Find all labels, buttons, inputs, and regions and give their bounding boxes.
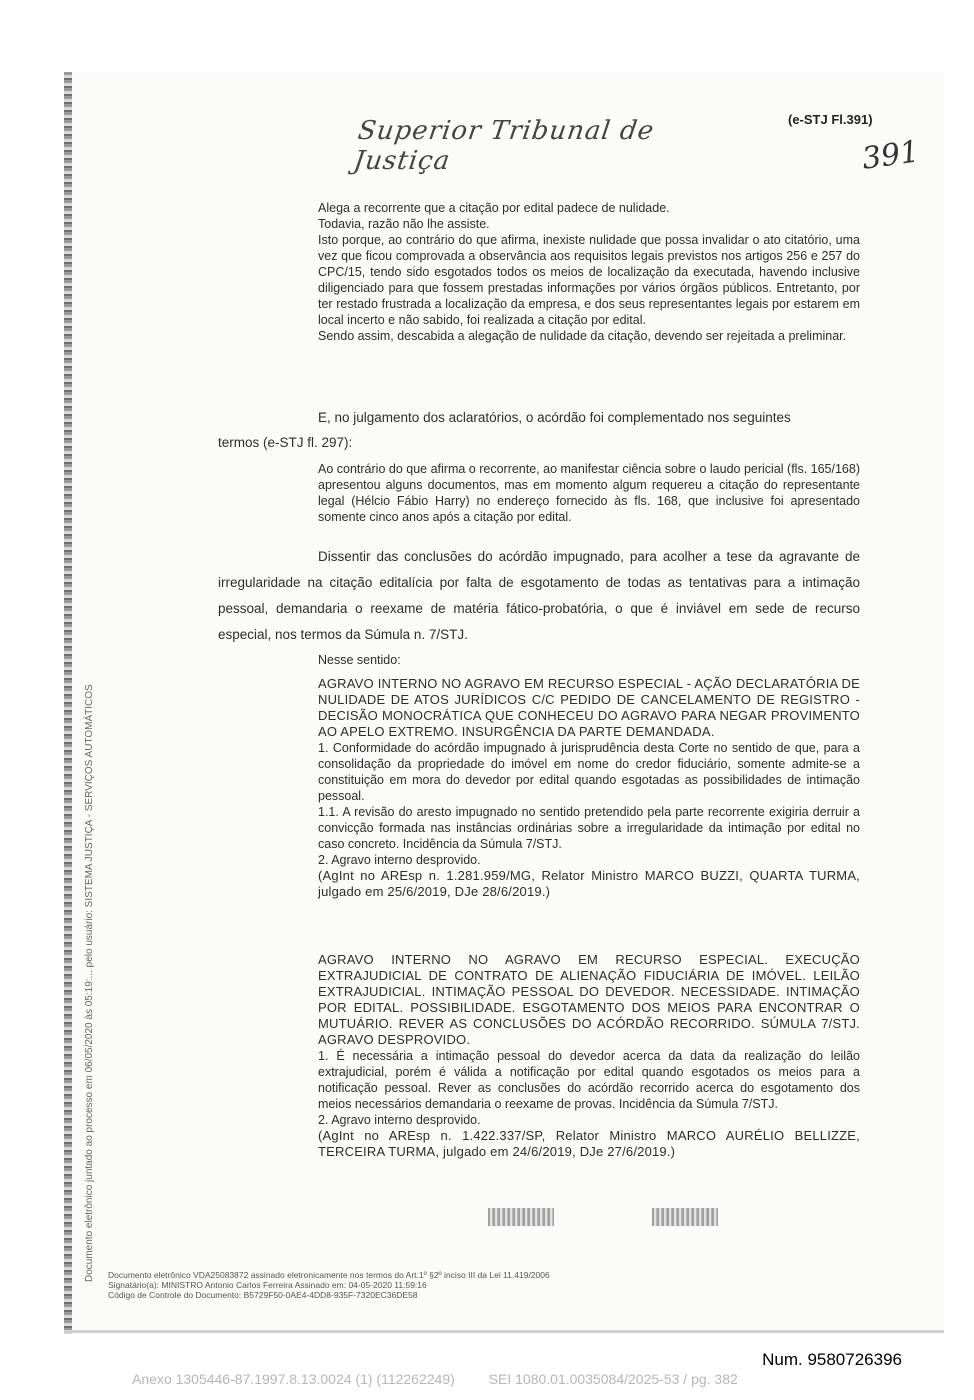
document-number: Num. 9580726396 [762,1350,902,1369]
sei-reference: SEI 1080.01.0035084/2025-53 / pg. 382 [488,1371,738,1387]
paragraph-3: Nesse sentido: [318,653,401,667]
ementa2-citation: (AgInt no AREsp n. 1.422.337/SP, Relator Ministro MARCO AURÉLIO BELLIZZE, TERCEIRA TURMA, julgado em 24/6/2019, DJe 27/6/2019.) [318,1128,860,1159]
paragraph-1-second: termos (e-STJ fl. 297): [218,435,353,450]
ementa1-item: 1.1. A revisão do aresto impugnado no sentido pretendido pela parte recorrente exigiria derruir a convicção formada nas instâncias ordinárias sobre a irregularidade da intimação por edital no caso concreto. Incidência da Súmula 7/STJ. [318,805,860,851]
page-reference: (e-STJ Fl.391) [788,112,873,127]
ementa-2 [318,952,860,1160]
barcode-stamp [488,1208,554,1226]
ementa1-caps: AGRAVO INTERNO NO AGRAVO EM RECURSO ESPECIAL - AÇÃO DECLARATÓRIA DE NULIDADE DE ATOS JURÍDICOS C/C PEDIDO DE CANCELAMENTO DE REGISTRO - DECISÃO MONOCRÁTICA QUE CONHECEU DO AGRAVO PARA NEGAR PROVIMENTO AO APELO EXTREMO. INSURGÊNCIA DA PARTE DEMANDADA. [318,676,860,739]
quote1-line: Isto porque, ao contrário do que afirma, inexiste nulidade que possa invalidar o ato citatório, uma vez que ficou comprovada a observância aos requisitos legais previstos nos artigos 256 e 257 do CPC/15, tendo sido esgotados todos os meios de localização da executada, havendo inclusive diligenciado para que fossem prestadas informações por vários órgãos públicos. Entretanto, por ter restado frustrada a localização da empresa, e dos seus representantes legais por estarem em local incerto e não sabido, foi realizada a citação por edital. [318,233,860,327]
footer-line: Código de Controle do Documento: B5729F50-0AE4-4DD8-935F-7320EC36DE58 [108,1290,418,1300]
side-stamp-text: Documento eletrônico juntado ao processo em 06/05/2020 às 05:19:... pelo usuário: SISTEMA JUSTIÇA - SERVIÇOS AUTOMÁTICOS [84,684,95,1282]
quote-block-2: Ao contrário do que afirma o recorrente, ao manifestar ciência sobre o laudo pericial (fls. 165/168) apresentou alguns documentos, mas em momento algum requereu a citação do representante legal (Hélcio Fábio Harry) no endereço fornecido às fls. 168, que inclusive foi apresentado somente cinco anos após a citação por edital. [318,462,860,524]
ementa2-caps: AGRAVO INTERNO NO AGRAVO EM RECURSO ESPECIAL. EXECUÇÃO EXTRAJUDICIAL DE CONTRATO DE ALIENAÇÃO FIDUCIÁRIA DE IMÓVEL. LEILÃO EXTRAJUDICIAL. INTIMAÇÃO PESSOAL DO DEVEDOR. NECESSIDADE. INTIMAÇÃO POR EDITAL. POSSIBILIDADE. ESGOTAMENTO DOS MEIOS PARA ENCONTRAR O MUTUÁRIO. REVER AS CONCLUSÕES DO ACÓRDÃO RECORRIDO. SÚMULA 7/STJ. AGRAVO DESPROVIDO. [318,952,860,1047]
court-name: Superior Tribunal de Justiça [351,116,657,176]
scan-bottom-edge [64,1330,944,1333]
ementa1-item: 2. Agravo interno desprovido. [318,853,481,867]
handwritten-folio: 391 [859,134,922,177]
ementa1-item: 1. Conformidade do acórdão impugnado à jurisprudência desta Corte no sentido de que, para a consolidação da propriedade do imóvel em nome do credor fiduciário, somente admite-se a constituição em mora do devedor por edital quando esgotadas as possibilidades de intimação pessoal. [318,741,860,803]
ementa1-citation: (AgInt no AREsp n. 1.281.959/MG, Relator Ministro MARCO BUZZI, QUARTA TURMA, julgado em 25/6/2019, DJe 28/6/2019.) [318,868,860,899]
paragraph-1-first: E, no julgamento dos aclaratórios, o acórdão foi complementado nos seguintes [318,410,791,425]
footer-line: Signatário(a): MINISTRO Antonio Carlos Ferreira Assinado em: 04-05-2020 11:59:16 [108,1280,427,1290]
paragraph-2: Dissentir das conclusões do acórdão impugnado, para acolher a tese da agravante de irregularidade na citação editalícia por falta de esgotamento de todas as tentativas para a intimação pessoal, demandaria o reexame de matéria fático-probatória, o que é inviável em sede de recurso especial, nos termos da Súmula n. 7/STJ. [218,549,860,642]
annex-reference: Anexo 1305446-87.1997.8.13.0024 (1) (112262249) [132,1371,455,1387]
ementa-1 [318,676,860,900]
quote1-line: Sendo assim, descabida a alegação de nulidade da citação, devendo ser rejeitada a preliminar. [318,329,847,343]
barcode-stamp [652,1208,718,1226]
quote-block-1 [318,200,860,344]
footer-line: Documento eletrônico VDA25083872 assinado eletronicamente nos termos do Art.1º §2º inciso III da Lei 11.419/2006 [108,1270,550,1280]
ementa2-item: 1. É necessária a intimação pessoal do devedor acerca da data da realização do leilão extrajudicial, porém é válida a notificação por edital quando esgotados os meios para a notificação pessoal. Rever as conclusões do acórdão recorrido acerca do esgotamento dos meios necessários demandaria o reexame de provas. Incidência da Súmula 7/STJ. [318,1049,860,1111]
quote1-line: Todavia, razão não lhe assiste. [318,217,490,231]
scan-edge [64,72,72,1334]
signature-footer [108,1270,550,1300]
quote1-line: Alega a recorrente que a citação por edital padece de nulidade. [318,201,670,215]
annex-footer [132,1371,768,1387]
ementa2-item: 2. Agravo interno desprovido. [318,1113,481,1127]
